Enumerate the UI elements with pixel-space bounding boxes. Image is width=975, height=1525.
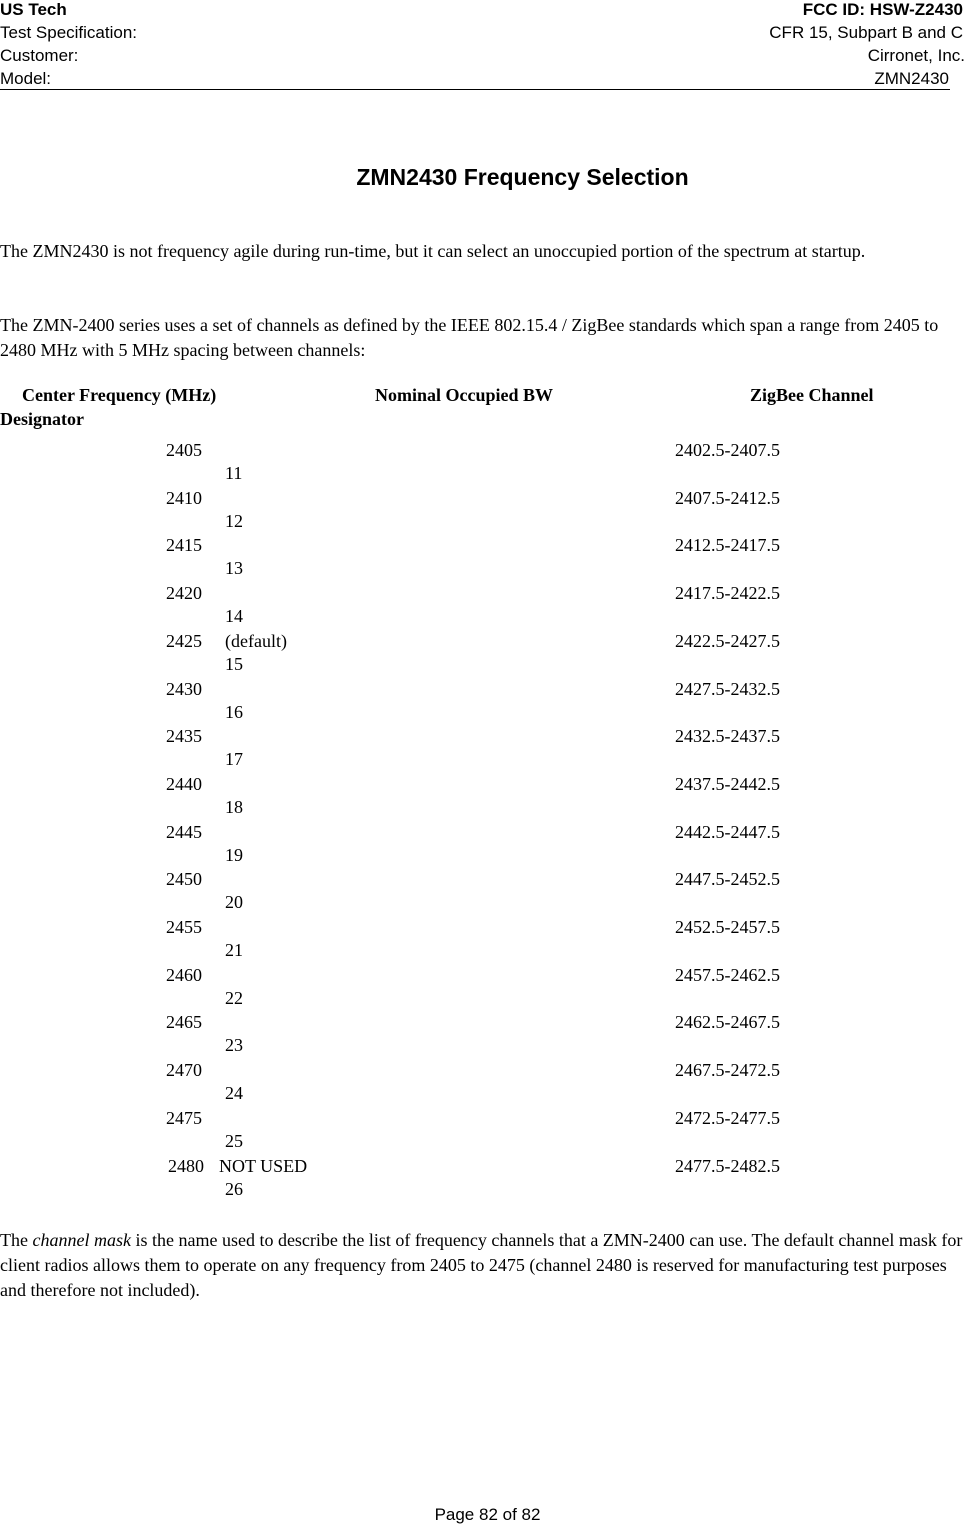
table-cell-frequency: 2460	[166, 964, 202, 985]
table-cell-frequency: 2425	[166, 630, 202, 651]
header-test-spec-label: Test Specification:	[0, 23, 138, 42]
table-cell-frequency: 2430	[166, 678, 202, 699]
table-cell-note: NOT USED	[219, 1155, 308, 1176]
header-test-spec-value: CFR 15, Subpart B and C	[769, 23, 963, 42]
table-cell-occupied-bw: 2407.5-2412.5	[675, 487, 780, 508]
table-cell-frequency: 2445	[166, 821, 202, 842]
table-cell-frequency: 2480	[168, 1155, 204, 1176]
table-cell-frequency: 2420	[166, 583, 202, 604]
table-cell-frequency: 2405	[166, 440, 202, 460]
table-cell-occupied-bw: 2467.5-2472.5	[675, 1060, 780, 1081]
table-cell-occupied-bw: 2422.5-2427.5	[675, 630, 780, 651]
table-cell-occupied-bw: 2432.5-2437.5	[675, 726, 780, 747]
header-customer-value: Cirronet, Inc.	[867, 46, 965, 65]
table-cell-frequency: 2450	[166, 869, 202, 890]
table-cell-channel: 18	[225, 796, 243, 817]
table-cell-channel: 14	[225, 606, 243, 627]
table-cell-channel: 17	[225, 749, 243, 770]
header-divider	[0, 89, 950, 90]
table-cell-occupied-bw: 2427.5-2432.5	[675, 678, 780, 699]
paragraph-intro: The ZMN2430 is not frequency agile during run-time, but it can select an unoccupied portion of the spectrum at startup.	[0, 241, 866, 261]
table-cell-channel: 15	[225, 653, 243, 674]
table-cell-occupied-bw: 2462.5-2467.5	[675, 1012, 780, 1033]
table-cell-frequency: 2435	[166, 726, 202, 747]
paragraph-channel-mask	[0, 1228, 975, 1303]
header-fcc-id: FCC ID: HSW-Z2430	[802, 0, 963, 19]
page-title: ZMN2430 Frequency Selection	[356, 164, 689, 190]
column-header-channel: ZigBee Channel	[750, 385, 874, 405]
table-cell-channel: 20	[225, 892, 243, 913]
paragraph-channel-mask-prefix: The	[0, 1230, 33, 1250]
table-cell-channel: 25	[225, 1130, 243, 1151]
table-cell-occupied-bw: 2402.5-2407.5	[675, 440, 780, 460]
header-model-label: Model:	[0, 69, 52, 88]
table-cell-frequency: 2470	[166, 1060, 202, 1081]
table-cell-occupied-bw: 2457.5-2462.5	[675, 964, 780, 985]
table-cell-channel: 22	[225, 987, 243, 1008]
table-cell-occupied-bw: 2417.5-2422.5	[675, 583, 780, 604]
table-cell-occupied-bw: 2472.5-2477.5	[675, 1107, 780, 1128]
column-header-channel-designator: Designator	[0, 409, 84, 429]
table-cell-channel: 19	[225, 844, 243, 865]
table-cell-occupied-bw: 2452.5-2457.5	[675, 917, 780, 937]
page-number: Page 82 of 82	[434, 1505, 541, 1524]
header-customer-label: Customer:	[0, 46, 79, 65]
table-cell-note: (default)	[225, 630, 287, 651]
table-cell-occupied-bw: 2412.5-2417.5	[675, 535, 780, 556]
table-cell-frequency: 2440	[166, 773, 202, 794]
table-cell-frequency: 2455	[166, 917, 202, 937]
table-cell-channel: 11	[225, 463, 243, 483]
header-model-value: ZMN2430	[874, 69, 949, 88]
table-cell-channel: 23	[225, 1035, 243, 1056]
table-cell-channel: 13	[225, 558, 243, 579]
table-cell-channel: 24	[225, 1083, 243, 1104]
table-cell-channel: 26	[225, 1178, 243, 1199]
table-cell-occupied-bw: 2442.5-2447.5	[675, 821, 780, 842]
table-cell-channel: 16	[225, 701, 243, 722]
table-cell-frequency: 2415	[166, 535, 202, 556]
header-company: US Tech	[0, 0, 67, 19]
column-header-center-frequency: Center Frequency (MHz)	[22, 385, 217, 405]
table-cell-frequency: 2410	[166, 487, 202, 508]
table-cell-occupied-bw: 2447.5-2452.5	[675, 869, 780, 890]
channel-mask-term: channel mask	[32, 1230, 131, 1250]
table-cell-occupied-bw: 2477.5-2482.5	[675, 1155, 780, 1176]
table-cell-frequency: 2465	[166, 1012, 202, 1033]
table-cell-frequency: 2475	[166, 1107, 202, 1128]
table-cell-channel: 21	[225, 940, 243, 960]
column-header-occupied-bw: Nominal Occupied BW	[375, 385, 554, 405]
paragraph-channel-mask-rest: is the name used to describe the list of frequency channels that a ZMN-2400 can use. The default channel mask for client radios allows them to operate on any frequency from 2405 to 2475 (channel 2480 is reserved for manufacturing test purposes and therefore not included).	[0, 1230, 963, 1300]
table-cell-occupied-bw: 2437.5-2442.5	[675, 773, 780, 794]
table-cell-channel: 12	[225, 510, 243, 531]
paragraph-channels: The ZMN-2400 series uses a set of channels as defined by the IEEE 802.15.4 / ZigBee standards which span a range from 2405 to 2480 MHz with 5 MHz spacing between channels:	[0, 315, 939, 360]
